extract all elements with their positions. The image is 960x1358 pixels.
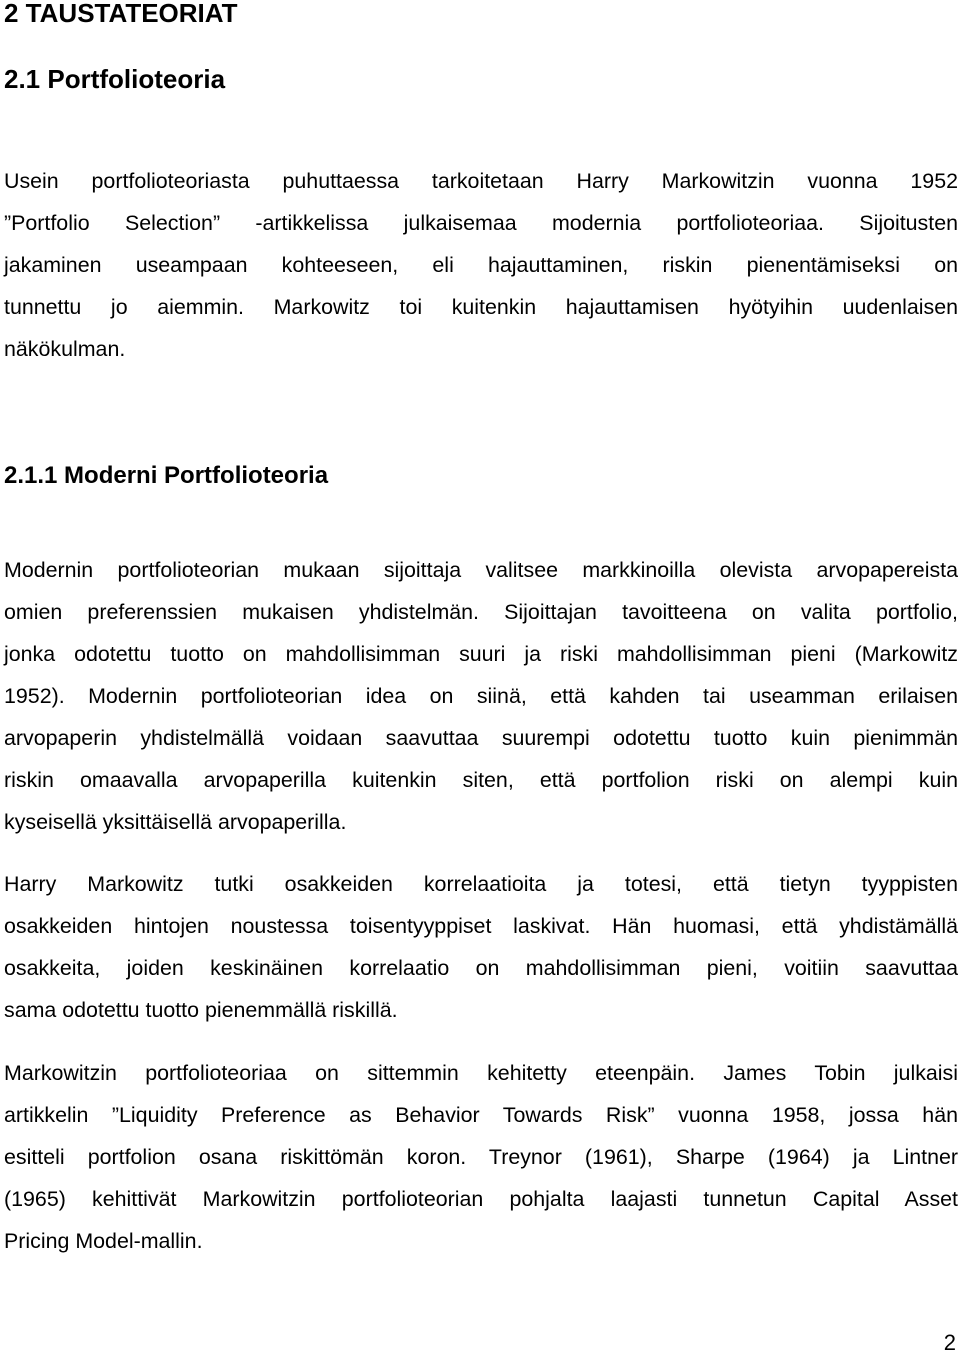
section-intro-paragraph [4,160,958,370]
text-line: ”Portfolio Selection” -artikkelissa julkaisemaa modernia portfolioteoriaa. Sijoitusten [4,211,958,235]
body-paragraph [4,549,958,843]
text-line: riskin omaavalla arvopaperilla kuitenkin siten, että portfolion riski on alempi kuin [4,768,958,792]
text-line: arvopaperin yhdistelmällä voidaan saavuttaa suurempi odotettu tuotto kuin pienimmän [4,726,958,750]
body-paragraph [4,1052,958,1262]
section-heading: 2.1 Portfolioteoria [4,64,226,94]
text-line: Pricing Model-mallin. [4,1229,203,1253]
text-line: tunnettu jo aiemmin. Markowitz toi kuitenkin hajauttamisen hyötyihin uudenlaisen [4,295,958,319]
body-paragraph [4,863,958,1031]
text-line: osakkeiden hintojen noustessa toisentyyppiset laskivat. Hän huomasi, että yhdistämällä [4,914,958,938]
subsection-heading: 2.1.1 Moderni Portfolioteoria [4,462,329,489]
text-line: osakkeita, joiden keskinäinen korrelaatio on mahdollisimman pieni, voitiin saavuttaa [4,956,958,980]
text-line: kyseisellä yksittäisellä arvopaperilla. [4,810,347,834]
chapter-heading: 2 TAUSTATEORIAT [4,0,238,28]
text-line: esitteli portfolion osana riskittömän koron. Treynor (1961), Sharpe (1964) ja Lintner [4,1145,958,1169]
text-line: artikkelin ”Liquidity Preference as Behavior Towards Risk” vuonna 1958, jossa hän [4,1103,958,1127]
text-line: (1965) kehittivät Markowitzin portfolioteorian pohjalta laajasti tunnetun Capital Asset [4,1187,958,1211]
text-line: jonka odotettu tuotto on mahdollisimman suuri ja riski mahdollisimman pieni (Markowitz [4,642,958,666]
text-line: omien preferenssien mukaisen yhdistelmän. Sijoittajan tavoitteena on valita portfolio, [4,600,958,624]
text-line: jakaminen useampaan kohteeseen, eli hajauttaminen, riskin pienentämiseksi on [4,253,958,277]
text-line: Modernin portfolioteorian mukaan sijoittaja valitsee markkinoilla olevista arvopapereista [4,558,958,582]
text-line: Markowitzin portfolioteoriaa on sittemmin kehitetty eteenpäin. James Tobin julkaisi [4,1061,958,1085]
text-line: Usein portfolioteoriasta puhuttaessa tarkoitetaan Harry Markowitzin vuonna 1952 [4,169,958,193]
text-line: Harry Markowitz tutki osakkeiden korrelaatioita ja totesi, että tietyn tyyppisten [4,872,958,896]
page-number: 2 [943,1330,956,1355]
text-line: 1952). Modernin portfolioteorian idea on siinä, että kahden tai useamman erilaisen [4,684,958,708]
text-line: näkökulman. [4,337,126,361]
text-line: sama odotettu tuotto pienemmällä riskillä. [4,998,398,1022]
